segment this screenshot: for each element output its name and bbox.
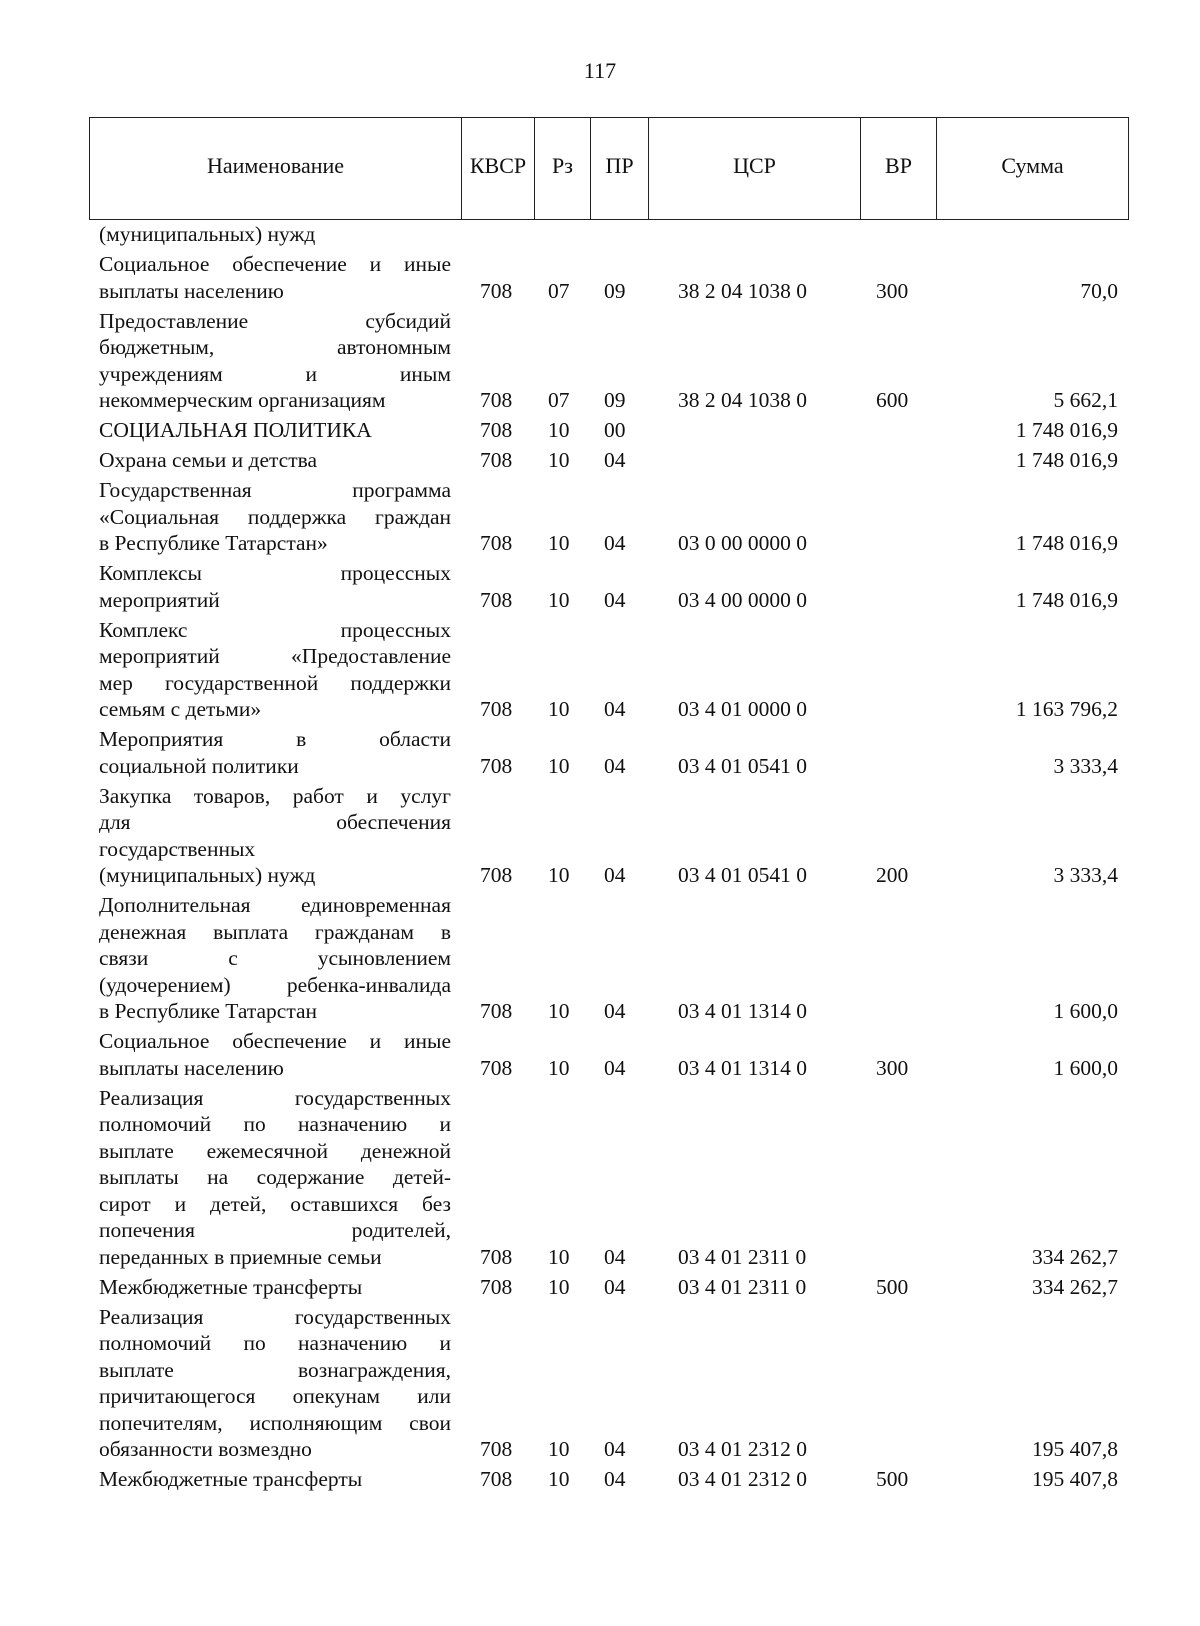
cell-kvsr: 708 — [480, 388, 513, 412]
cell-kvsr: 708 — [480, 587, 513, 612]
cell-rz: 10 — [548, 531, 570, 555]
row-name-line: Государственная программа — [99, 478, 451, 502]
row-name-line: социальной политики — [99, 753, 299, 778]
row-name-line: Межбюджетные трансферты — [99, 1467, 363, 1491]
row-name — [99, 1304, 451, 1463]
row-name — [99, 1274, 451, 1301]
row-name-line: Предоставление субсидий — [99, 308, 451, 333]
header-sum: Сумма — [1001, 152, 1064, 178]
cell-rz: 07 — [548, 278, 570, 303]
header-pr: ПР — [591, 118, 649, 219]
cell-csr: 03 4 01 0541 0 — [678, 863, 807, 887]
table-header — [89, 117, 1129, 220]
cell-sum: 1 163 796,2 — [1015, 697, 1118, 721]
cell-pr: 04 — [604, 999, 626, 1023]
row-name-line: Реализация государственных — [99, 1304, 451, 1329]
row-name-line: Дополнительная единовременная — [99, 893, 451, 917]
cell-kvsr: 708 — [480, 999, 513, 1023]
cell-sum: 334 262,7 — [1032, 1244, 1118, 1269]
row-name-line: выплаты населению — [99, 278, 284, 303]
page-number: 117 — [583, 58, 617, 83]
header-kvsr: КВСР — [462, 118, 535, 219]
cell-csr: 03 0 00 0000 0 — [678, 531, 807, 555]
cell-pr: 04 — [604, 1274, 626, 1299]
cell-rz: 10 — [548, 587, 570, 612]
cell-vr: 600 — [876, 388, 909, 412]
cell-sum: 1 748 016,9 — [1015, 418, 1118, 442]
cell-csr: 03 4 01 1314 0 — [678, 1055, 807, 1080]
row-name-line: попечителям, исполняющим свои — [99, 1410, 451, 1435]
row-name-line: Комплексы процессных — [99, 561, 451, 585]
cell-rz: 10 — [548, 697, 570, 721]
cell-vr: 500 — [876, 1274, 909, 1299]
cell-pr: 09 — [604, 278, 626, 303]
row-name-line: Социальное обеспечение и иные — [99, 1029, 451, 1053]
cell-sum: 3 333,4 — [1053, 863, 1118, 887]
row-name-line: сирот и детей, оставшихся без — [99, 1191, 451, 1216]
row-name-line: причитающегося опекунам или — [99, 1384, 451, 1408]
row-name — [99, 1466, 451, 1493]
cell-kvsr: 708 — [480, 863, 513, 887]
cell-csr: 03 4 01 0000 0 — [678, 697, 807, 721]
cell-vr: 300 — [876, 278, 909, 303]
row-name — [99, 726, 451, 779]
cell-sum: 195 407,8 — [1032, 1467, 1118, 1491]
cell-vr: 500 — [876, 1467, 909, 1491]
row-name — [99, 221, 451, 248]
cell-sum: 195 407,8 — [1032, 1437, 1118, 1461]
cell-kvsr: 708 — [480, 1244, 513, 1269]
cell-kvsr: 708 — [480, 1437, 513, 1461]
cell-vr: 300 — [876, 1055, 909, 1080]
row-name-line: в Республике Татарстан — [99, 999, 318, 1023]
cell-pr: 04 — [604, 863, 626, 887]
cell-sum: 3 333,4 — [1053, 753, 1118, 778]
row-name-line: Охрана семьи и детства — [99, 448, 318, 472]
cell-csr: 03 4 01 2312 0 — [678, 1467, 807, 1491]
cell-pr: 04 — [604, 1244, 626, 1269]
row-name-line: мероприятий — [99, 587, 220, 612]
row-name — [99, 447, 451, 474]
row-name-line: связи с усыновлением — [99, 946, 451, 970]
cell-sum: 1 748 016,9 — [1015, 448, 1118, 472]
cell-kvsr: 708 — [480, 418, 513, 442]
row-name-line: полномочий по назначению и — [99, 1331, 451, 1355]
cell-csr: 03 4 01 2311 0 — [678, 1274, 807, 1299]
cell-csr: 03 4 01 1314 0 — [678, 999, 807, 1023]
row-name-line: Комплекс процессных — [99, 617, 451, 642]
cell-sum: 1 748 016,9 — [1015, 531, 1118, 555]
cell-kvsr: 708 — [480, 278, 513, 303]
cell-kvsr: 708 — [480, 753, 513, 778]
cell-sum: 1 600,0 — [1053, 999, 1118, 1023]
row-name — [99, 617, 451, 723]
cell-pr: 04 — [604, 753, 626, 778]
cell-pr: 04 — [604, 1437, 626, 1461]
cell-rz: 10 — [548, 1437, 570, 1461]
cell-vr: 200 — [876, 863, 909, 887]
cell-rz: 10 — [548, 1467, 570, 1491]
row-name-line: (муниципальных) нужд — [99, 222, 316, 246]
row-name-line: СОЦИАЛЬНАЯ ПОЛИТИКА — [99, 418, 372, 442]
header-csr: ЦСР — [649, 118, 861, 219]
cell-sum: 1 600,0 — [1053, 1055, 1118, 1080]
cell-kvsr: 708 — [480, 1467, 513, 1491]
row-name — [99, 783, 451, 889]
cell-rz: 10 — [548, 1244, 570, 1269]
cell-kvsr: 708 — [480, 1274, 513, 1299]
row-name-line: попечения родителей, — [99, 1218, 451, 1242]
row-name-line: выплате вознаграждения, — [99, 1357, 451, 1382]
cell-sum: 1 748 016,9 — [1015, 587, 1118, 612]
cell-sum: 334 262,7 — [1032, 1274, 1118, 1299]
cell-pr: 00 — [604, 418, 626, 442]
cell-csr: 03 4 01 2312 0 — [678, 1437, 807, 1461]
cell-pr: 04 — [604, 697, 626, 721]
cell-sum: 70,0 — [1080, 278, 1118, 303]
row-name-line: обязанности возмездно — [99, 1437, 312, 1461]
row-name-line: семьям с детьми» — [99, 697, 262, 721]
row-name-line: государственных — [99, 836, 256, 861]
cell-kvsr: 708 — [480, 448, 513, 472]
cell-rz: 10 — [548, 1274, 570, 1299]
cell-pr: 04 — [604, 531, 626, 555]
row-name — [99, 251, 451, 304]
row-name-line: мероприятий «Предоставление — [99, 644, 451, 668]
cell-csr: 03 4 00 0000 0 — [678, 587, 807, 612]
row-name-line: (муниципальных) нужд — [99, 863, 316, 887]
row-name — [99, 1028, 451, 1081]
cell-pr: 04 — [604, 1467, 626, 1491]
cell-rz: 10 — [548, 418, 570, 442]
row-name — [99, 1085, 451, 1271]
cell-rz: 10 — [548, 448, 570, 472]
row-name — [99, 477, 451, 557]
cell-pr: 04 — [604, 448, 626, 472]
cell-pr: 04 — [604, 1055, 626, 1080]
cell-pr: 09 — [604, 388, 626, 412]
row-name — [99, 417, 451, 444]
cell-rz: 10 — [548, 999, 570, 1023]
row-name-line: переданных в приемные семьи — [99, 1244, 382, 1269]
row-name — [99, 308, 451, 414]
cell-pr: 04 — [604, 587, 626, 612]
cell-csr: 38 2 04 1038 0 — [678, 388, 807, 412]
cell-csr: 38 2 04 1038 0 — [678, 278, 807, 303]
row-name-line: для обеспечения — [99, 810, 451, 834]
cell-kvsr: 708 — [480, 531, 513, 555]
cell-kvsr: 708 — [480, 1055, 513, 1080]
row-name-line: «Социальная поддержка граждан — [99, 504, 451, 529]
row-name-line: Мероприятия в области — [99, 727, 451, 751]
cell-rz: 10 — [548, 1055, 570, 1080]
row-name-line: некоммерческим организациям — [99, 388, 386, 412]
row-name — [99, 892, 451, 1025]
row-name-line: Реализация государственных — [99, 1085, 451, 1110]
row-name-line: бюджетным, автономным — [99, 335, 451, 359]
header-rz: Рз — [535, 118, 591, 219]
row-name-line: мер государственной поддержки — [99, 670, 451, 695]
row-name-line: полномочий по назначению и — [99, 1112, 451, 1136]
cell-rz: 10 — [548, 863, 570, 887]
cell-rz: 10 — [548, 753, 570, 778]
row-name-line: выплаты на содержание детей- — [99, 1165, 451, 1189]
cell-csr: 03 4 01 2311 0 — [678, 1244, 807, 1269]
header-name: Наименование — [90, 118, 462, 219]
cell-kvsr: 708 — [480, 697, 513, 721]
header-vr: ВР — [861, 118, 937, 219]
cell-sum: 5 662,1 — [1053, 388, 1118, 412]
row-name-line: учреждениям и иным — [99, 361, 451, 386]
row-name — [99, 560, 451, 613]
cell-csr: 03 4 01 0541 0 — [678, 753, 807, 778]
row-name-line: денежная выплата гражданам в — [99, 919, 451, 944]
row-name-line: Закупка товаров, работ и услуг — [99, 783, 451, 808]
row-name-line: Социальное обеспечение и иные — [99, 252, 451, 276]
row-name-line: выплаты населению — [99, 1055, 284, 1080]
row-name-line: Межбюджетные трансферты — [99, 1274, 363, 1299]
cell-rz: 07 — [548, 388, 570, 412]
row-name-line: в Республике Татарстан» — [99, 531, 328, 555]
row-name-line: (удочерением) ребенка-инвалида — [99, 972, 451, 997]
row-name-line: выплате ежемесячной денежной — [99, 1138, 451, 1163]
